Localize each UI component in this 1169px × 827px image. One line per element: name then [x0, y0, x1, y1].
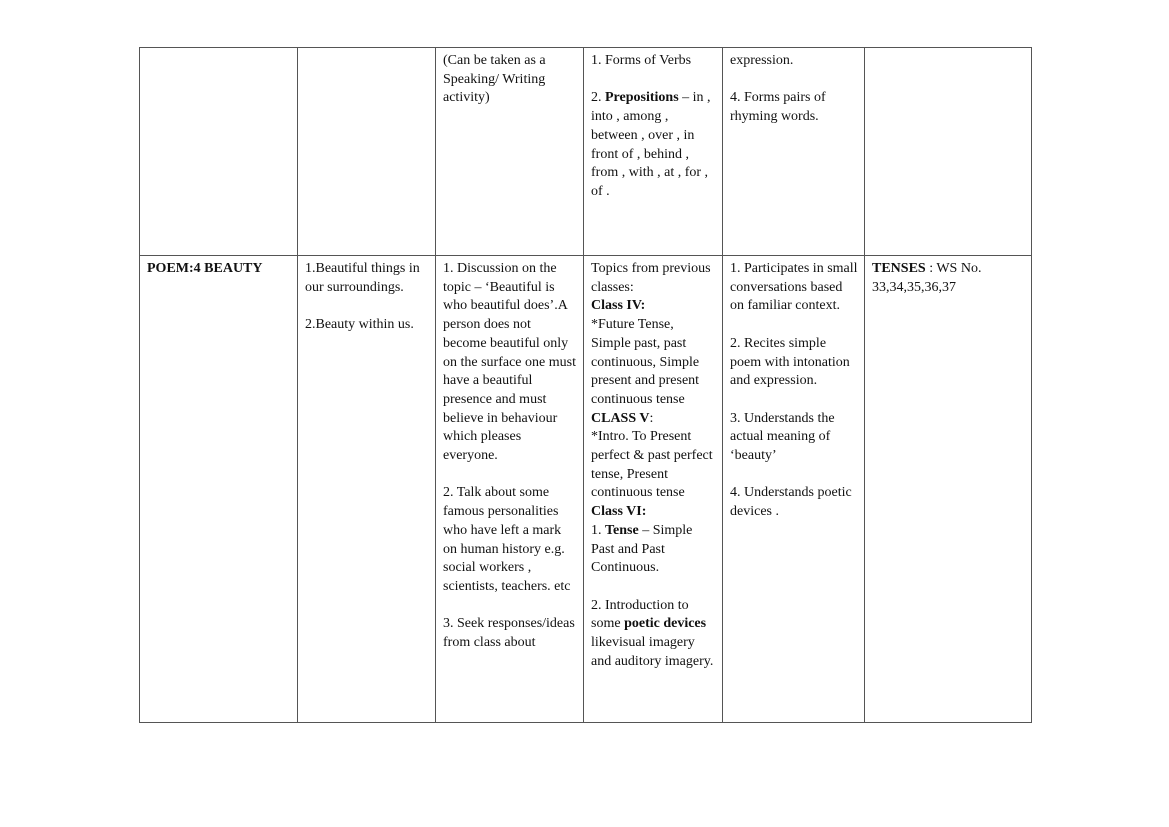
outcome-item: 1. Participates in small conversations based on familiar context.: [730, 261, 858, 314]
outcome-item: 2. Recites simple poem with intonation and expression.: [730, 335, 850, 389]
grammar-topic-label: poetic devices: [624, 616, 707, 632]
worksheet-cell: [865, 256, 1032, 723]
grammar-cell: Topics from previous classes: Class IV: *Future Tense, Simple past, past continuous, Simple present and present continuous tense CLASS V: *Intro. To Present perfect & past perfect tense, Present continuous tense Class VI: 1. Tense – Simple Past and Past Continuous. 2. Introduction to some poetic devices likevisual imagery and auditory imagery.: [584, 256, 723, 723]
activities-cell: [436, 256, 584, 723]
grammar-intro: Topics from previous classes:: [591, 261, 711, 295]
outcomes-cell: [723, 256, 865, 723]
class-label: CLASS V: [591, 410, 650, 426]
activity-item: 3. Seek responses/ideas from class about: [443, 616, 575, 651]
topic-title: POEM:4 BEAUTY: [147, 261, 263, 276]
grammar-item: *Future Tense, Simple past, past continuous, Simple present and present continuous tense: [591, 317, 700, 407]
outcome-item: expression.: [730, 53, 794, 68]
table-row: [140, 48, 1032, 256]
grammar-topic-label: Tense: [605, 522, 639, 538]
activity-item: 2. Talk about some famous personalities who have left a mark on human history e.g. social workers , scientists, teachers. etc: [443, 485, 571, 594]
activity-note: (Can be taken as a Speaking/ Writing activity): [443, 53, 546, 106]
content-item: 1.Beautiful things in our surroundings.: [305, 261, 420, 295]
worksheet-numbers: : WS No. 33,34,35,36,37: [872, 261, 982, 295]
outcome-item: 4. Forms pairs of rhyming words.: [730, 90, 826, 125]
outcome-item: 4. Understands poetic devices .: [730, 485, 852, 520]
grammar-item: *Intro. To Present perfect & past perfect tense, Present continuous tense: [591, 429, 713, 501]
worksheet-cell: [865, 48, 1032, 256]
grammar-topic-label: Prepositions: [605, 90, 679, 106]
outcomes-cell: [723, 48, 865, 256]
lesson-plan-table: [139, 47, 1032, 723]
content-item: 2.Beauty within us.: [305, 317, 414, 333]
activities-cell: [436, 48, 584, 256]
topic-cell: [140, 256, 298, 723]
activity-item: 1. Discussion on the topic – ‘Beautiful is who beautiful does’.A person does not become beautiful only on the surface one must have a beautiful presence and must believe in behaviour which pleases everyone.: [443, 261, 576, 464]
table-row: [140, 256, 1032, 723]
grammar-item: 1. Tense – Simple Past and Past Continuous.: [591, 522, 693, 576]
content-cell: [298, 48, 436, 256]
class-label: Class VI:: [591, 504, 647, 520]
grammar-item: 1. Forms of Verbs: [591, 53, 692, 68]
topic-cell: [140, 48, 298, 256]
grammar-item: 2. Introduction to some poetic devices likevisual imagery and auditory imagery.: [591, 597, 714, 669]
grammar-cell: [584, 48, 723, 256]
class-label: Class IV:: [591, 298, 646, 314]
grammar-item: 2. Prepositions – in , into , among , between , over , in front of , behind , from , with , at , for , of .: [591, 90, 711, 199]
outcome-item: 3. Understands the actual meaning of ‘beauty’: [730, 410, 835, 463]
content-cell: [298, 256, 436, 723]
worksheet-label: TENSES: [872, 261, 926, 276]
